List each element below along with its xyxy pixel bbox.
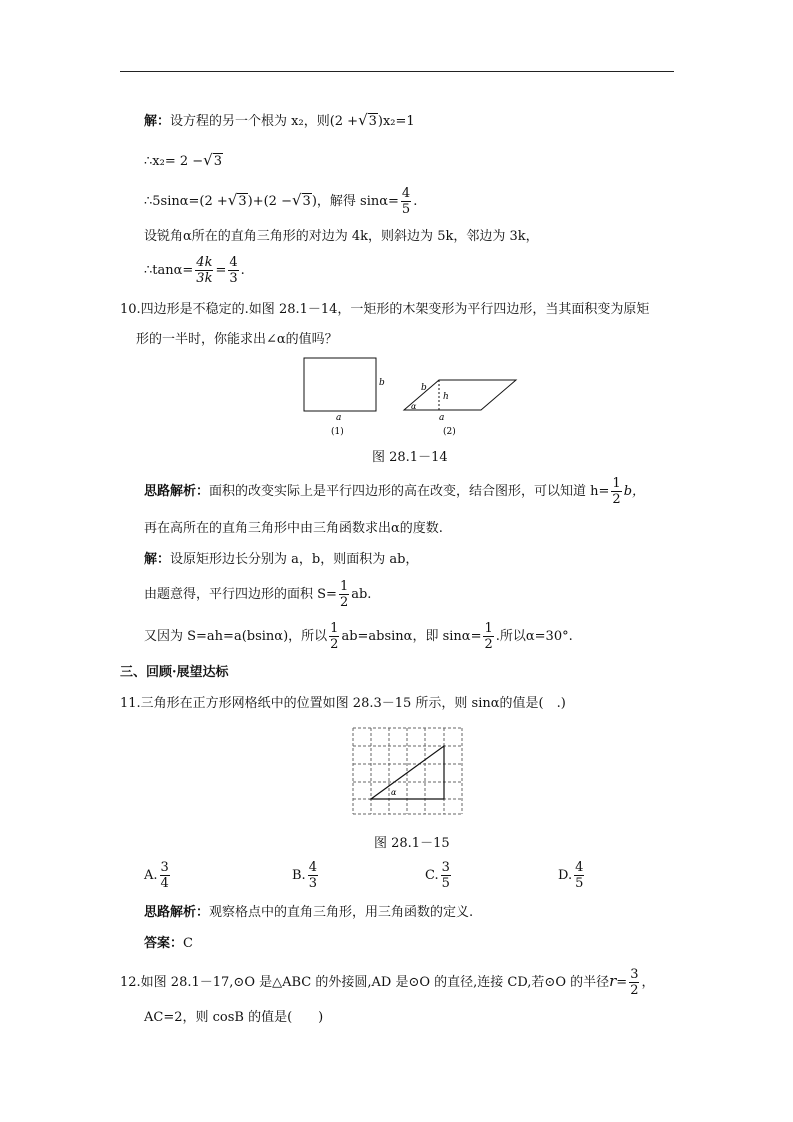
option-a[interactable]: A. $\frac{3}{4}$ (144, 860, 169, 891)
q10-solution-line-3: 又因为 S=ah=a(bsinα)，所以 $\frac{1}{2}$ ab=absinα，即 sinα= $\frac{1}{2}$ .所以α=30°. (144, 621, 573, 652)
q10-solution-line-2: 由题意得，平行四边形的面积 S= $\frac{1}{2}$ ab. (144, 579, 372, 610)
q10-solution-line-1: 解：设原矩形边长分别为 a，b，则面积为 ab， (144, 552, 419, 567)
figure-28-1-14 (290, 352, 530, 440)
fraction: $\frac{4}{5}$ (401, 186, 411, 217)
figure-caption-28-1-14: 图 28.1－14 (372, 450, 448, 465)
para-b-label: b (421, 383, 427, 393)
sqrt: √3 (358, 111, 377, 129)
sqrt: √3 (203, 151, 222, 169)
para-a-label: a (439, 413, 445, 423)
option-c[interactable]: C. $\frac{3}{5}$ (425, 860, 450, 891)
figure-label-1: (1) (331, 427, 344, 437)
q9-solution-line-1: 解：设方程的另一个根为 x₂，则(2 +√3)x₂=1 (144, 111, 415, 129)
q9-solution-line-4: 设锐角α所在的直角三角形的对边为 4k，则斜边为 5k，邻边为 3k， (144, 229, 539, 244)
q11-analysis: 思路解析：观察格点中的直角三角形，用三角函数的定义. (144, 905, 474, 920)
q10-analysis-line-1: 思路解析：面积的改变实际上是平行四边形的高在改变，结合图形，可以知道 h= $\frac{1}{2}$ b， (144, 476, 646, 507)
header-rule (120, 71, 674, 72)
q10-text-line-1: 10.四边形是不稳定的.如图 28.1－14，一矩形的木架变形为平行四边形，当其面积变为原矩 (120, 302, 650, 317)
q9-solution-line-2: ∴x₂= 2 −√3 (144, 151, 222, 169)
option-d[interactable]: D. $\frac{4}{5}$ (558, 860, 584, 891)
q10-analysis-line-2: 再在高所在的直角三角形中由三角函数求出α的度数. (144, 521, 443, 536)
figure-label-2: (2) (443, 427, 456, 437)
alpha-label: α (391, 788, 397, 797)
q12-text-line-2: AC=2，则 cosB 的值是( ) (144, 1010, 324, 1025)
rect-a-label: a (336, 413, 342, 423)
q10-text-line-2: 形的一半时，你能求出∠α的值吗？ (136, 332, 338, 347)
para-h-label: h (443, 392, 449, 402)
para-alpha-label: α (411, 402, 417, 411)
q11-answer: 答案：C (144, 936, 193, 951)
solution-label: 解： (144, 114, 171, 129)
q12-text-line-1: 12.如图 28.1－17,⊙O 是△ABC 的外接圆,AD 是⊙O 的直径,连接 CD,若⊙O 的半径r= $\frac{3}{2}$ ， (120, 967, 655, 998)
rectangle-shape (304, 358, 376, 411)
q9-solution-line-5: ∴tanα= $\frac{4k}{3k}$ = $\frac{4}{3}$ . (144, 255, 245, 286)
q9-solution-line-3: ∴5sinα=(2 +√3)+(2 −√3)，解得 sinα= $\frac{4}{5}$ . (144, 186, 418, 217)
figure-caption-28-1-15: 图 28.1－15 (374, 836, 450, 851)
option-b[interactable]: B. $\frac{4}{3}$ (292, 860, 317, 891)
grid-lines (353, 728, 462, 814)
rect-b-label: b (379, 378, 385, 388)
q11-text: 11.三角形在正方形网格纸中的位置如图 28.3－15 所示，则 sinα的值是( .) (120, 696, 566, 711)
section-title: 三、回顾·展望达标 (120, 665, 229, 680)
figure-28-1-15 (352, 726, 464, 816)
